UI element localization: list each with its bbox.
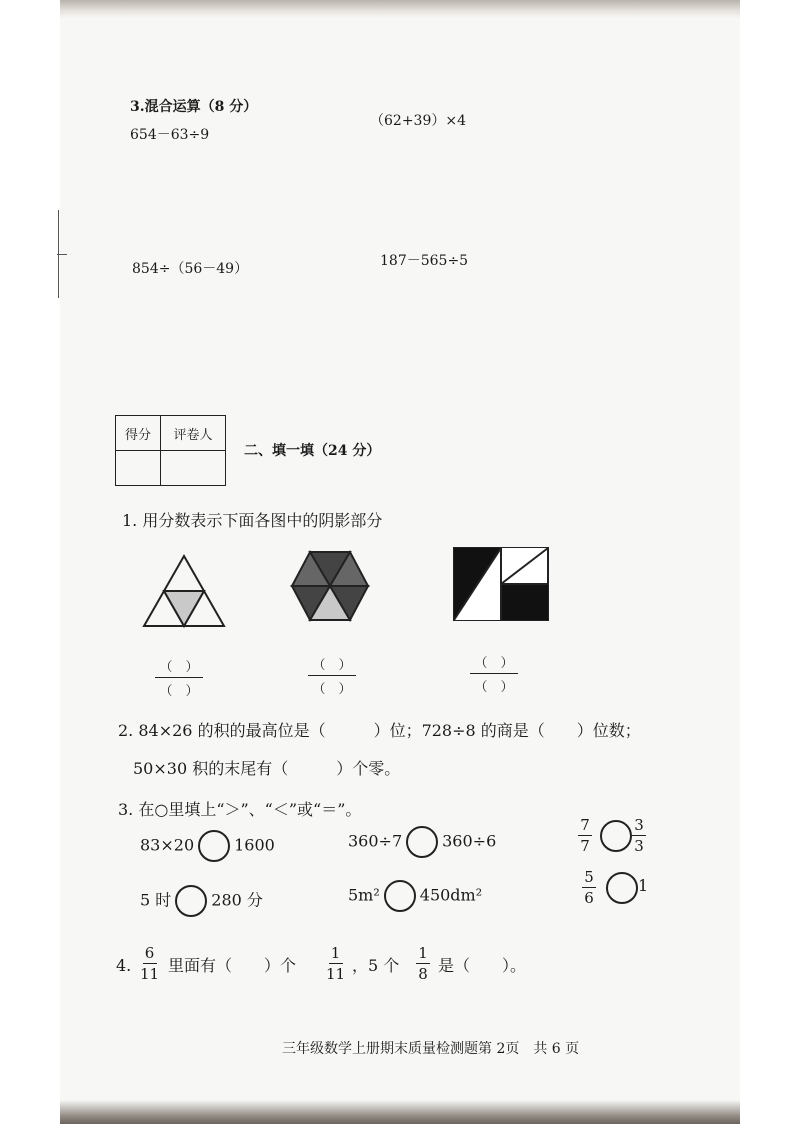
grader-header: 评卷人 xyxy=(161,416,226,451)
fraction-bar xyxy=(582,887,596,888)
fraction-bar xyxy=(416,963,430,964)
answer-fraction-3[interactable] xyxy=(470,652,518,695)
fraction-3-denominator: （ ） xyxy=(474,680,514,695)
compare-a-right: 1600 xyxy=(234,835,275,855)
fraction-3-numerator: （ ） xyxy=(474,656,514,671)
compare-d xyxy=(140,885,263,917)
paper-top-edge xyxy=(60,0,740,18)
q3-title: 3. 在○里填上“＞”、“＜”或“＝”。 xyxy=(118,800,362,819)
fraction-2-numerator: （ ） xyxy=(312,658,352,673)
compare-b-right: 360÷6 xyxy=(442,831,497,851)
paper-bottom-edge xyxy=(60,1100,740,1124)
numerator: 1 xyxy=(330,944,341,962)
square-figure xyxy=(452,546,552,622)
q4-number: 4. xyxy=(116,956,132,975)
compare-c-left-fraction xyxy=(578,816,592,855)
q4-text-b: ，5 个 xyxy=(352,956,400,975)
answer-fraction-2[interactable] xyxy=(308,654,356,697)
compare-e-right: 450dm² xyxy=(419,885,483,905)
expr-4: 187－565÷5 xyxy=(380,253,469,269)
denominator: 3 xyxy=(634,837,644,855)
section3-title: 3.混合运算（8 分） xyxy=(130,99,258,115)
expr-2: （62+39）×4 xyxy=(370,113,466,129)
fraction-bar xyxy=(155,677,203,678)
q2-line2: 50×30 积的末尾有（ ）个零。 xyxy=(133,759,401,778)
fraction-1-denominator: （ ） xyxy=(159,684,199,699)
expr-1: 654－63÷9 xyxy=(130,127,210,143)
q4-text-c: 是（ ）。 xyxy=(438,956,527,975)
fraction-1-numerator: （ ） xyxy=(159,660,199,675)
compare-b xyxy=(348,826,496,858)
numerator: 6 xyxy=(144,944,155,962)
score-box xyxy=(115,415,226,486)
grader-cell[interactable] xyxy=(161,451,226,486)
q4-text-a: 里面有（ ）个 xyxy=(168,956,297,975)
fraction-bar xyxy=(632,835,646,836)
compare-circle[interactable] xyxy=(606,872,638,904)
expr-3: 854÷（56－49） xyxy=(132,261,249,277)
denominator: 8 xyxy=(418,965,428,983)
compare-circle[interactable] xyxy=(198,830,230,862)
compare-b-left: 360÷7 xyxy=(348,831,403,851)
fraction-bar xyxy=(578,835,592,836)
compare-d-left: 5 时 xyxy=(140,890,172,910)
q4-fraction-2 xyxy=(326,944,345,983)
compare-a-left: 83×20 xyxy=(140,835,195,855)
compare-a xyxy=(140,830,275,862)
compare-c-right-fraction xyxy=(632,816,646,855)
fraction-bar xyxy=(470,673,518,674)
numerator: 3 xyxy=(634,816,644,834)
fraction-bar xyxy=(329,963,343,964)
compare-e xyxy=(348,880,482,912)
compare-circle[interactable] xyxy=(406,826,438,858)
numerator: 1 xyxy=(418,944,428,962)
score-header: 得分 xyxy=(116,416,161,451)
compare-circle[interactable] xyxy=(384,880,416,912)
compare-f-right: 1 xyxy=(638,876,649,895)
page-footer: 三年级数学上册期末质量检测题第 2页 共 6 页 xyxy=(282,1041,580,1057)
q1-text: 1. 用分数表示下面各图中的阴影部分 xyxy=(122,511,383,530)
fraction-2-denominator: （ ） xyxy=(312,682,352,697)
numerator: 7 xyxy=(580,816,590,834)
q4-fraction-3 xyxy=(416,944,430,983)
compare-f-left-fraction xyxy=(582,868,596,907)
denominator: 7 xyxy=(580,837,590,855)
hexagon-figure xyxy=(290,548,370,624)
numerator: 5 xyxy=(584,868,594,886)
score-cell[interactable] xyxy=(116,451,161,486)
fraction-bar xyxy=(143,963,157,964)
denominator: 11 xyxy=(326,965,346,983)
denominator: 6 xyxy=(584,889,594,907)
triangle-figure xyxy=(140,552,230,632)
answer-fraction-1[interactable] xyxy=(155,656,203,699)
fraction-bar xyxy=(308,675,356,676)
part2-title: 二、填一填（24 分） xyxy=(244,443,381,459)
compare-circle[interactable] xyxy=(600,820,632,852)
compare-e-left: 5m² xyxy=(348,885,380,905)
binding-margin-mark xyxy=(58,210,67,298)
q2-line1: 2. 84×26 的积的最高位是（ ）位；728÷8 的商是（ ）位数； xyxy=(118,721,641,740)
q4-fraction-1 xyxy=(140,944,159,983)
compare-circle[interactable] xyxy=(175,885,207,917)
compare-d-right: 280 分 xyxy=(211,890,263,910)
denominator: 11 xyxy=(140,965,160,983)
